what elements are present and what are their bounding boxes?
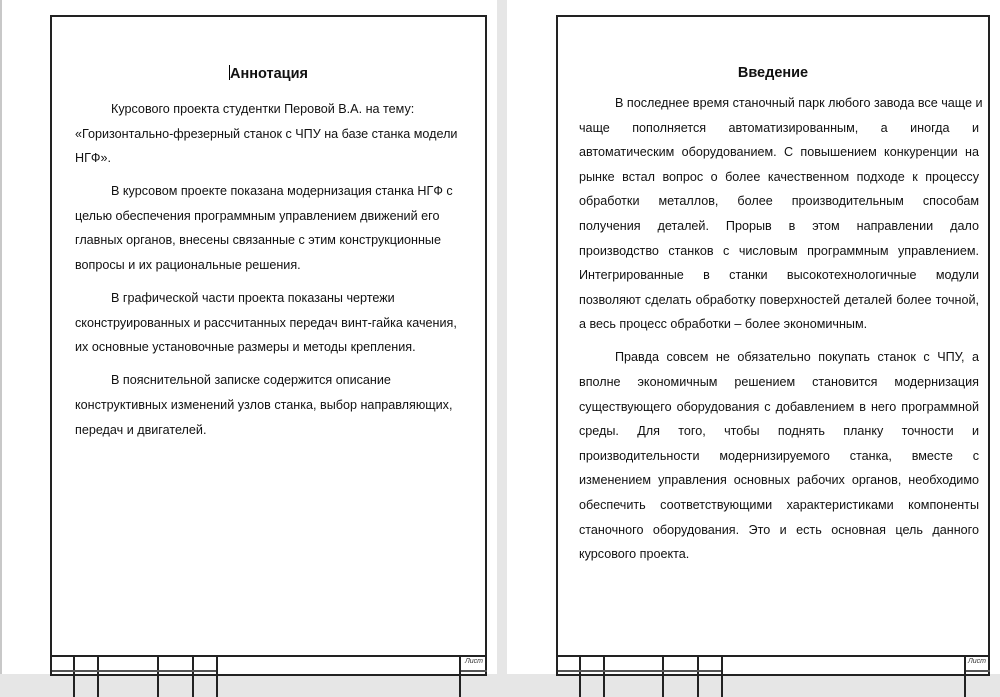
text-line: их основные установочные размеры и методы крепления. [75,340,416,355]
text-line: чаще пополняется автоматизированным, а иногда и [579,120,979,135]
paragraph [75,97,465,171]
text-line: НГФ». [75,151,111,166]
text-line: обработки металлов, более производительным способам [579,194,979,209]
text-line: изменением управления основных рабочих органов, необходимо [579,473,979,488]
page-title[interactable]: Аннотация [230,66,308,82]
text-line: вполне экономичным решением становится модернизация [579,375,979,390]
paragraph [75,368,465,442]
text-line: позволяют сделать обработку поверхностей деталей более точной, [579,292,979,307]
text-line: В последнее время станочный парк любого завода все чаще и [615,96,983,110]
text-line: передач и двигателей. [75,422,207,437]
text-line: курсового проекта. [579,547,690,562]
text-line: целью обеспечения программным управлением движений его [75,208,440,223]
page-frame [556,15,990,676]
title-block-stamp [558,655,988,697]
text-line: «Горизонтально-фрезерный станок с ЧПУ на базе станка модели [75,126,458,141]
text-line: а весь процесс обработки – более экономичным. [579,317,868,332]
text-line: обеспечить соответствующими характеристиками компоненты [579,498,979,512]
page-frame [50,15,487,676]
text-line: главных органов, внесены связанные с этим конструкционные [75,233,441,248]
text-line: станочного оборудования. Это и есть основная цель данного [579,522,979,537]
paragraph [75,286,465,360]
text-line: сконструированных и рассчитанных передач винт-гайка качения, [75,315,457,330]
text-line: Правда совсем не обязательно покупать станок с ЧПУ, а [615,350,979,365]
text-line: конструктивных изменений узлов станка, выбор направляющих, [75,398,453,413]
text-line: получения деталей. Прорыв в этом направлении дало [579,218,979,233]
text-line: среды. Для того, чтобы поднять планку точности и [579,424,979,439]
text-line: производительности модернизируемого станка, вместе с [579,448,979,463]
text-line: вопросы и их рациональные решения. [75,258,301,273]
title-block-stamp [52,655,485,697]
page-introduction [507,0,1000,674]
body-text[interactable] [579,91,983,567]
paragraph [75,179,465,277]
paragraph [579,91,983,337]
text-line: В курсовом проекте показана модернизация станка НГФ с [111,184,453,199]
text-line: В графической части проекта показаны чертежи [111,291,395,306]
sheet-label: Лист [967,658,986,665]
text-line: существующего оборудования с добавлением в него программной [579,399,979,414]
text-line: Курсового проекта студентки Перовой В.А. на тему: [111,102,415,116]
body-text[interactable] [75,97,465,442]
page-title[interactable]: Введение [737,65,809,81]
text-line: рынке встал вопрос о более качественном подходе к процессу [579,169,979,184]
sheet-label: Лист [464,658,483,665]
text-line: автоматическим оборудованием. С повышением конкуренции на [579,145,979,160]
text-line: В пояснительной записке содержится описание [111,373,391,388]
text-line: производство станков с числовым программным управлением. [579,243,979,258]
paragraph [579,345,979,566]
page-annotation [0,0,497,674]
text-line: Интегрированные в станки высокотехнологичные модули [579,268,979,283]
